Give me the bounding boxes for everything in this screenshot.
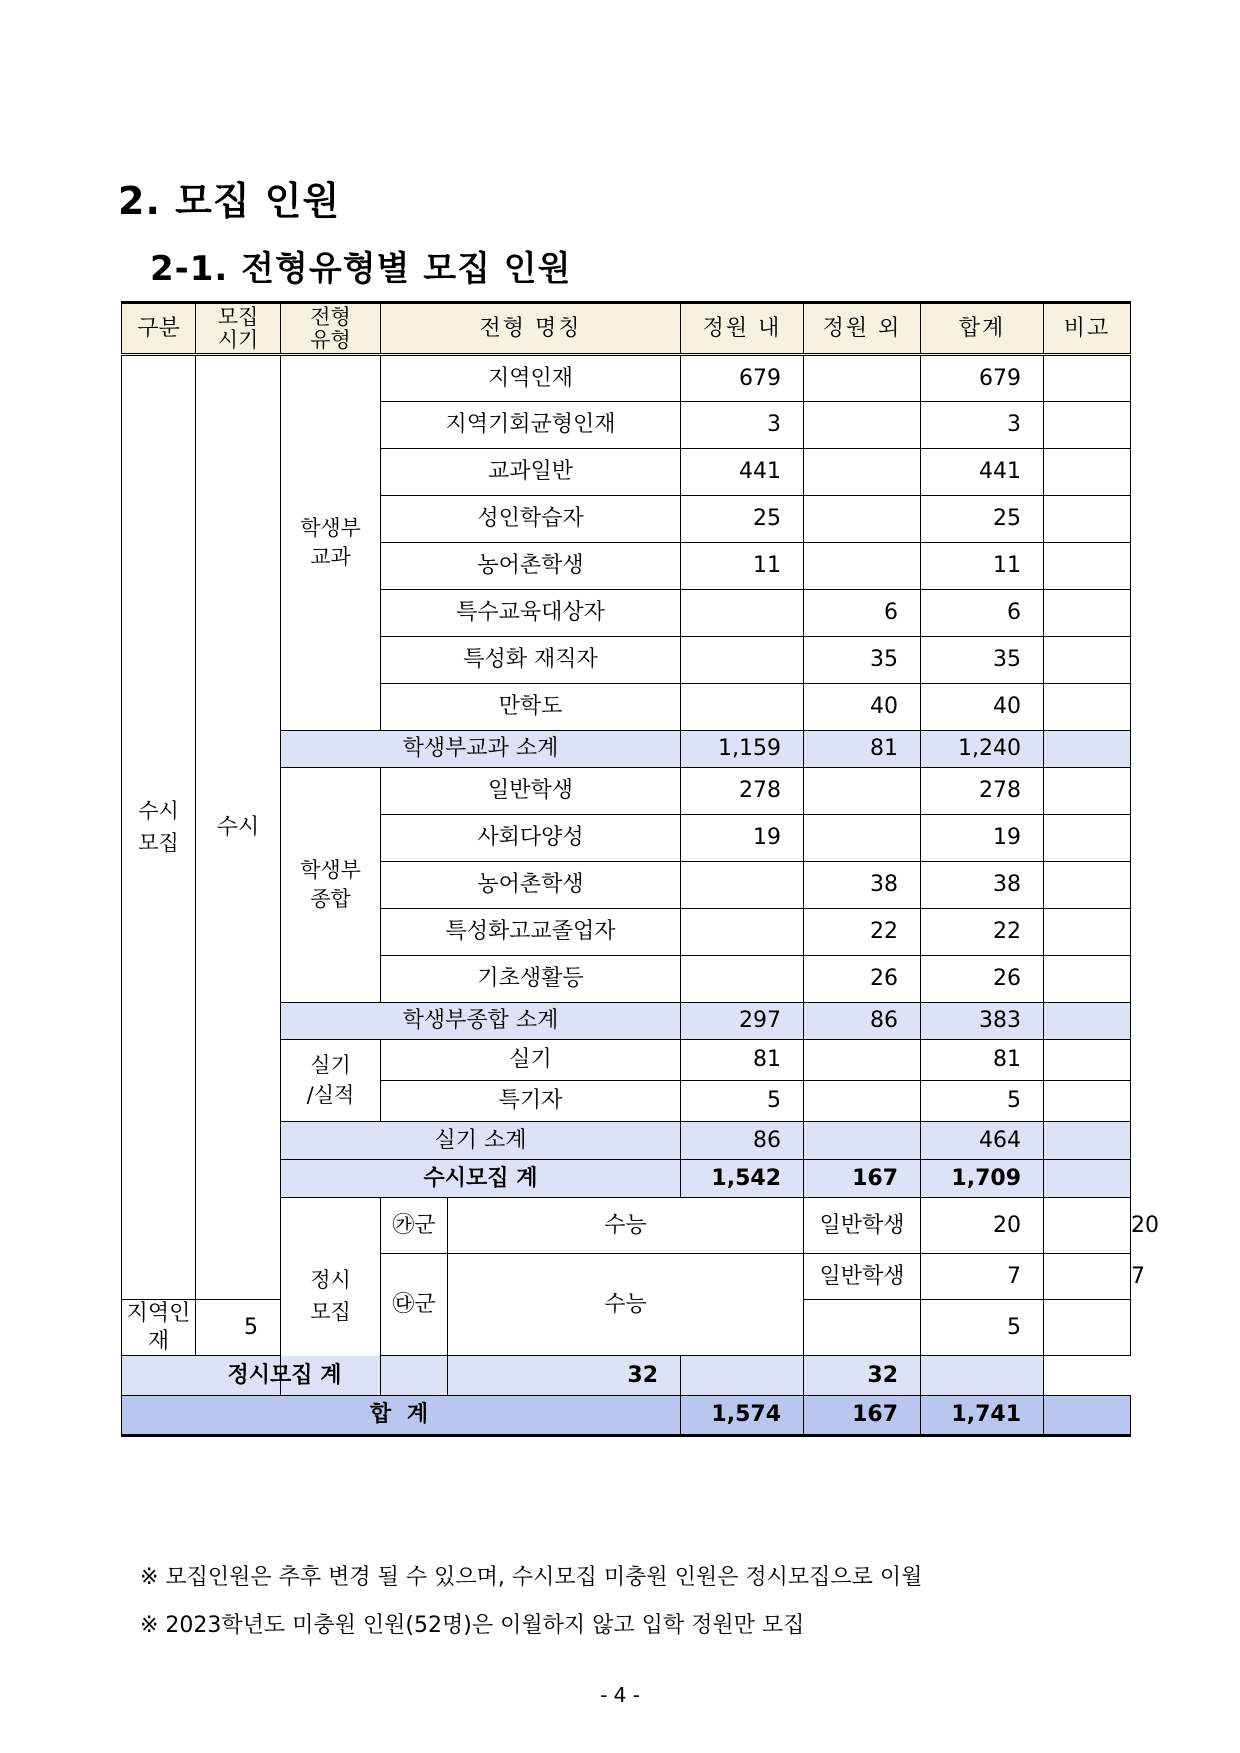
grand-total-name: 합 계	[122, 1396, 681, 1436]
row-in: 7	[921, 1254, 1044, 1300]
subtotal-in: 1,159	[681, 731, 804, 768]
row-out	[1044, 1254, 1131, 1300]
row-in: 441	[681, 449, 804, 496]
row-in: 3	[681, 402, 804, 449]
grand-total-in: 1,574	[681, 1396, 804, 1436]
page-number: - 4 -	[600, 1683, 640, 1707]
row-in: 25	[681, 496, 804, 543]
grand-total-row	[122, 1396, 1131, 1436]
row-in	[681, 590, 804, 637]
row-note	[1044, 1300, 1131, 1356]
row-note	[1044, 355, 1131, 402]
row-name: 교과일반	[381, 449, 681, 496]
row-note	[1044, 590, 1131, 637]
row-total: 19	[921, 815, 1044, 862]
row-note	[1044, 862, 1131, 909]
header-gubun: 구분	[122, 303, 196, 355]
table-row: 정시 모집 ㉮군 수능 일반학생 20 20	[122, 1198, 1131, 1254]
row-note	[1044, 1081, 1131, 1122]
row-in	[681, 637, 804, 684]
row-note	[1044, 402, 1131, 449]
row-note	[1044, 768, 1131, 815]
row-total: 3	[921, 402, 1044, 449]
row-note	[1044, 956, 1131, 1003]
gyogwa-type: 학생부 교과	[281, 355, 381, 731]
row-out	[804, 1300, 921, 1356]
row-out	[804, 449, 921, 496]
row-out: 35	[804, 637, 921, 684]
row-total: 5	[921, 1300, 1044, 1356]
row-total: 441	[921, 449, 1044, 496]
section-title: 2. 모집 인원	[118, 179, 341, 223]
jeongsi-total-total: 32	[804, 1356, 921, 1396]
row-name: 지역인재	[122, 1300, 196, 1356]
row-note	[1044, 637, 1131, 684]
row-name: 사회다양성	[381, 815, 681, 862]
row-in: 5	[681, 1081, 804, 1122]
row-out	[804, 496, 921, 543]
grand-total-note	[1044, 1396, 1131, 1436]
header-in: 정원 내	[681, 303, 804, 355]
header-name: 전형 명칭	[381, 303, 681, 355]
row-total: 40	[921, 684, 1044, 731]
row-in	[681, 862, 804, 909]
row-total: 278	[921, 768, 1044, 815]
header-type: 전형 유형	[281, 303, 381, 355]
row-out	[804, 1040, 921, 1081]
row-name: 일반학생	[804, 1254, 921, 1300]
table-header-row	[122, 303, 1131, 355]
header-out: 정원 외	[804, 303, 921, 355]
row-total: 5	[921, 1081, 1044, 1122]
row-name: 일반학생	[804, 1198, 921, 1254]
recruitment-table	[121, 301, 1160, 1437]
row-in: 81	[681, 1040, 804, 1081]
subtotal-total: 383	[921, 1003, 1044, 1040]
row-out: 38	[804, 862, 921, 909]
jeongsi-total-name: 정시모집 계	[122, 1356, 448, 1396]
row-out: 6	[804, 590, 921, 637]
row-in: 20	[921, 1198, 1044, 1254]
row-name: 기초생활등	[381, 956, 681, 1003]
grand-total-out: 167	[804, 1396, 921, 1436]
subtotal-name: 실기 소계	[281, 1122, 681, 1160]
row-name: 농어촌학생	[381, 543, 681, 590]
subtotal-name: 학생부교과 소계	[281, 731, 681, 768]
row-out: 26	[804, 956, 921, 1003]
subsection-title: 2-1. 전형유형별 모집 인원	[150, 249, 572, 289]
da-group: ㉰군	[381, 1254, 448, 1356]
row-total: 35	[921, 637, 1044, 684]
subtotal-total: 1,240	[921, 731, 1044, 768]
susi-total-name: 수시모집 계	[281, 1160, 681, 1198]
row-name: 일반학생	[381, 768, 681, 815]
row-name: 지역인재	[381, 355, 681, 402]
row-total: 22	[921, 909, 1044, 956]
row-in: 5	[196, 1300, 281, 1356]
header-total: 합계	[921, 303, 1044, 355]
ga-type: 수능	[448, 1198, 804, 1254]
jeongsi-total-row	[122, 1356, 1131, 1396]
susi-time: 수시	[196, 355, 281, 1300]
header-sigi: 모집 시기	[196, 303, 281, 355]
subtotal-note	[1044, 731, 1131, 768]
susi-category: 수시 모집	[122, 355, 196, 1300]
jeongsi-total-in: 32	[448, 1356, 681, 1396]
row-total: 6	[921, 590, 1044, 637]
header-note: 비고	[1044, 303, 1131, 355]
subtotal-out	[804, 1122, 921, 1160]
row-in	[681, 684, 804, 731]
row-in: 278	[681, 768, 804, 815]
row-in	[681, 909, 804, 956]
susi-total-in: 1,542	[681, 1160, 804, 1198]
row-out	[804, 1081, 921, 1122]
row-name: 특성화 재직자	[381, 637, 681, 684]
row-out: 22	[804, 909, 921, 956]
footnote: ※ 2023학년도 미충원 인원(52명)은 이월하지 않고 입학 정원만 모집	[140, 1613, 805, 1638]
ga-group: ㉮군	[381, 1198, 448, 1254]
table-row	[122, 355, 1131, 402]
susi-total-total: 1,709	[921, 1160, 1044, 1198]
susi-total-out: 167	[804, 1160, 921, 1198]
row-total: 11	[921, 543, 1044, 590]
subtotal-note	[1044, 1003, 1131, 1040]
row-name: 특수교육대상자	[381, 590, 681, 637]
row-name: 농어촌학생	[381, 862, 681, 909]
subtotal-note	[1044, 1122, 1131, 1160]
row-note	[1044, 543, 1131, 590]
row-total: 26	[921, 956, 1044, 1003]
row-total: 25	[921, 496, 1044, 543]
subtotal-out: 81	[804, 731, 921, 768]
row-in	[681, 956, 804, 1003]
row-out: 40	[804, 684, 921, 731]
row-note	[1044, 496, 1131, 543]
row-name: 지역기회균형인재	[381, 402, 681, 449]
row-total: 679	[921, 355, 1044, 402]
footnote: ※ 모집인원은 추후 변경 될 수 있으며, 수시모집 미충원 인원은 정시모집으로 이월	[140, 1565, 923, 1590]
row-note	[1044, 1040, 1131, 1081]
row-in: 19	[681, 815, 804, 862]
row-total: 81	[921, 1040, 1044, 1081]
subtotal-out: 86	[804, 1003, 921, 1040]
jeongsi-total-note	[921, 1356, 1044, 1396]
subtotal-total: 464	[921, 1122, 1044, 1160]
row-out	[804, 543, 921, 590]
row-out	[804, 402, 921, 449]
row-out	[804, 355, 921, 402]
row-out	[804, 768, 921, 815]
row-note	[1044, 815, 1131, 862]
grand-total-total: 1,741	[921, 1396, 1044, 1436]
row-out	[1044, 1198, 1131, 1254]
da-type: 수능	[448, 1254, 804, 1356]
row-note	[1044, 449, 1131, 496]
jonghap-type: 학생부 종합	[281, 768, 381, 1003]
row-in: 11	[681, 543, 804, 590]
susi-total-note	[1044, 1160, 1131, 1198]
jeongsi-total-out	[681, 1356, 804, 1396]
row-out	[804, 815, 921, 862]
row-in: 679	[681, 355, 804, 402]
subtotal-name: 학생부종합 소계	[281, 1003, 681, 1040]
row-name: 특기자	[381, 1081, 681, 1122]
subtotal-in: 297	[681, 1003, 804, 1040]
row-name: 성인학습자	[381, 496, 681, 543]
jeongsi-category: 정시 모집	[281, 1198, 381, 1396]
row-name: 만학도	[381, 684, 681, 731]
row-name: 실기	[381, 1040, 681, 1081]
silgi-type: 실기 /실적	[281, 1040, 381, 1122]
table-row: ㉰군 수능 일반학생 7 7	[122, 1254, 1131, 1300]
row-name: 특성화고교졸업자	[381, 909, 681, 956]
row-total: 38	[921, 862, 1044, 909]
row-note	[1044, 684, 1131, 731]
row-note	[1044, 909, 1131, 956]
subtotal-in: 86	[681, 1122, 804, 1160]
